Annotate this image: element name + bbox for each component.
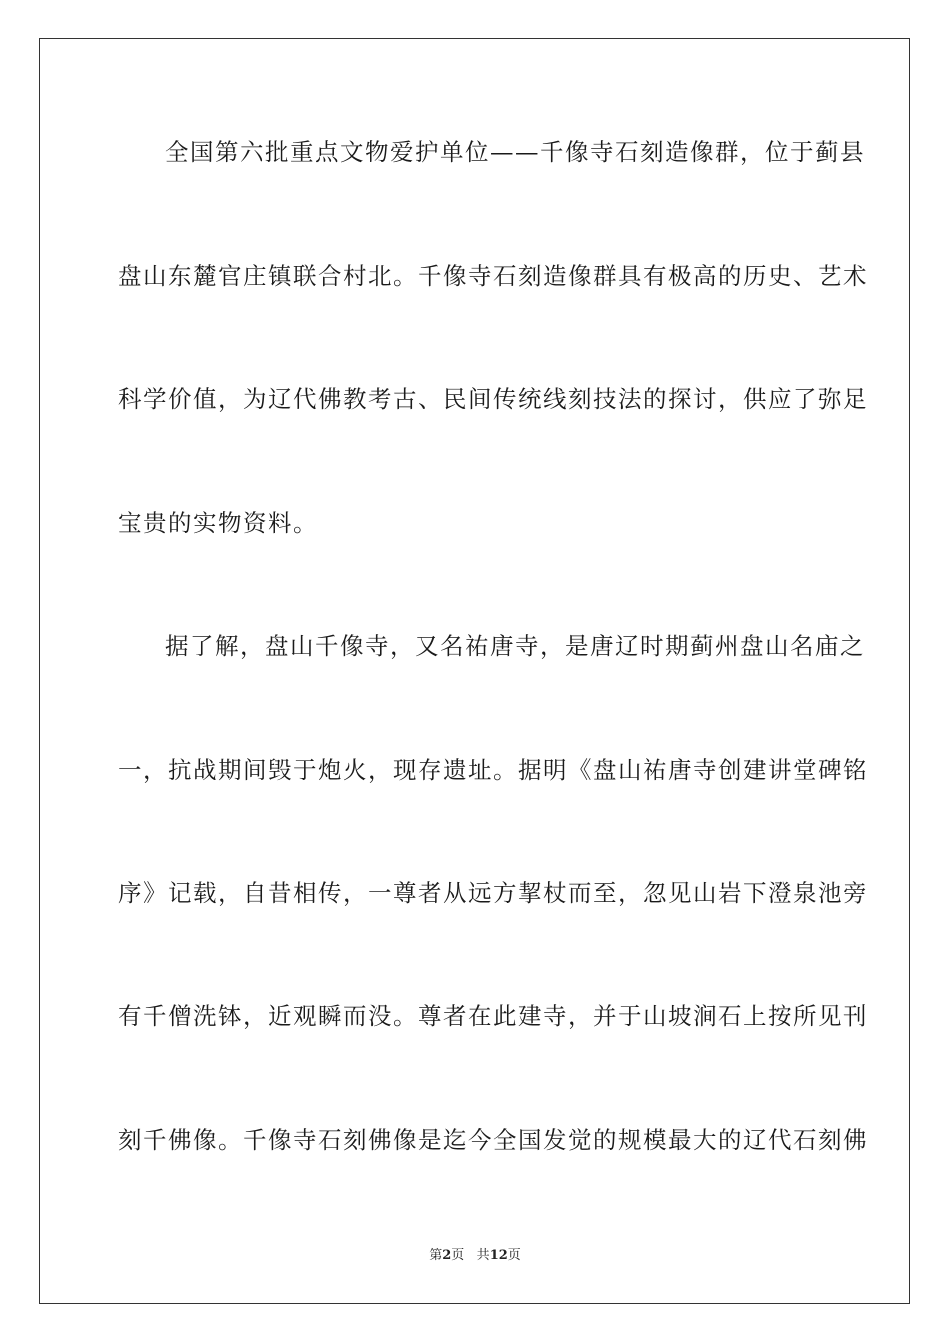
paragraph-1-line-3: 科学价值，为辽代佛教考古、民间传统线刻技法的探讨，供应了弥足 <box>118 385 868 413</box>
total-prefix: 共 <box>476 1248 490 1263</box>
paragraph-2-line-4: 有千僧洗钵，近观瞬而没。尊者在此建寺，并于山坡涧石上按所见刊 <box>118 1002 868 1030</box>
total-suffix: 页 <box>507 1248 521 1263</box>
paragraph-2-line-1: 据了解，盘山千像寺，又名祐唐寺，是唐辽时期蓟州盘山名庙之 <box>165 632 865 660</box>
total-pages: 12 <box>489 1248 508 1263</box>
paragraph-1-line-4: 宝贵的实物资料。 <box>118 509 318 537</box>
paragraph-2-line-5: 刻千佛像。千像寺石刻佛像是迄今全国发觉的规模最大的辽代石刻佛 <box>118 1126 868 1154</box>
page-prefix: 第 <box>429 1248 443 1263</box>
page-number: 2 <box>442 1248 452 1263</box>
page-border <box>39 38 910 1304</box>
page-suffix: 页 <box>451 1248 465 1263</box>
paragraph-1-line-2: 盘山东麓官庄镇联合村北。千像寺石刻造像群具有极高的历史、艺术 <box>118 262 868 290</box>
paragraph-2-line-2: 一，抗战期间毁于炮火，现存遗址。据明《盘山祐唐寺创建讲堂碑铭 <box>118 756 868 784</box>
paragraph-2-line-3: 序》记载，自昔相传，一尊者从远方挈杖而至，忽见山岩下澄泉池旁 <box>118 879 868 907</box>
page-footer <box>0 1247 950 1265</box>
paragraph-1-line-1: 全国第六批重点文物爱护单位——千像寺石刻造像群，位于蓟县 <box>165 138 865 166</box>
